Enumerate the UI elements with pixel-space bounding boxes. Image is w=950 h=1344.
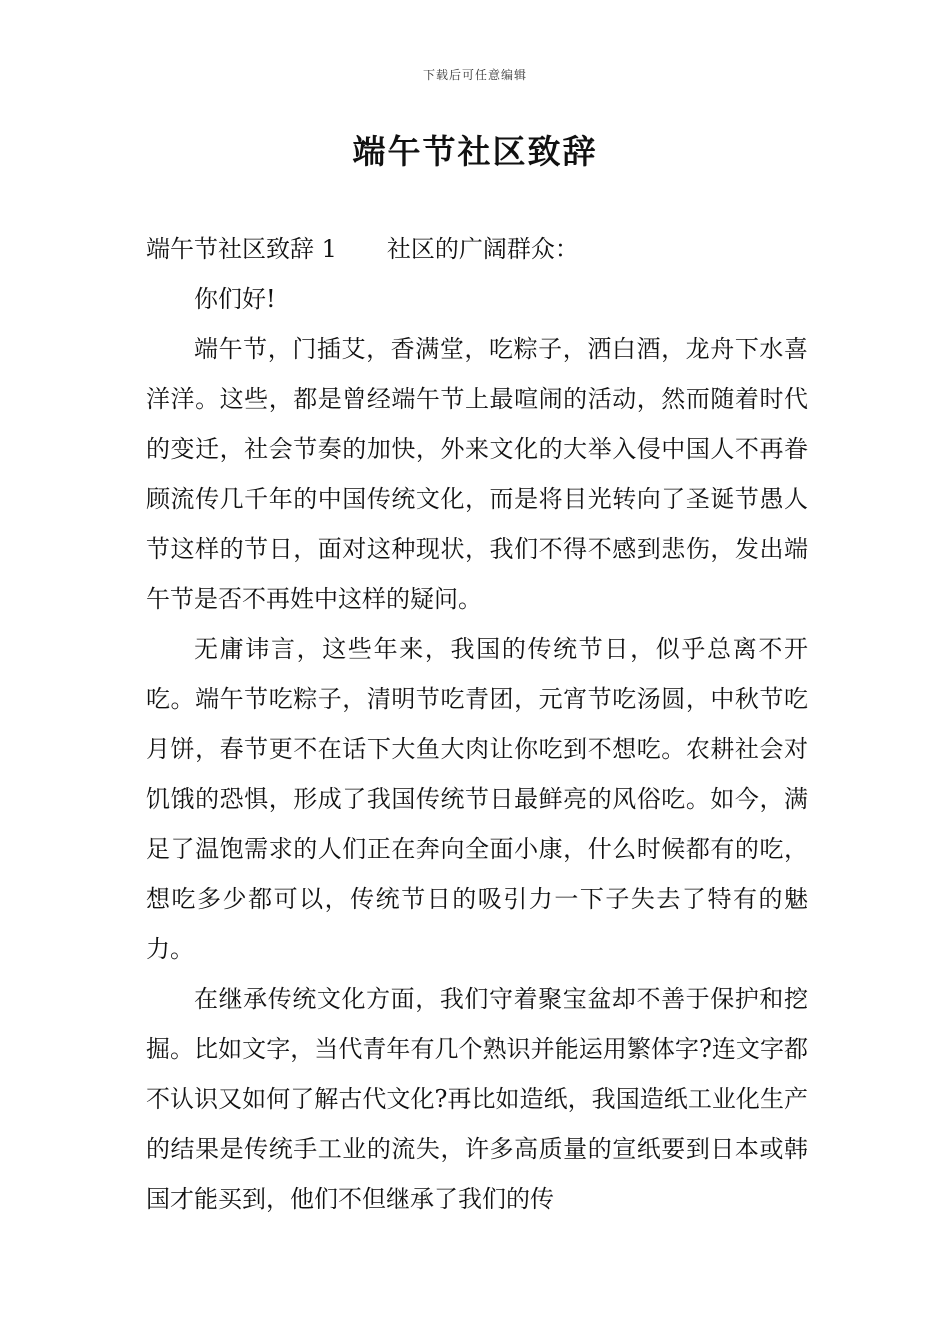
paragraph-2: 无庸讳言，这些年来，我国的传统节日，似乎总离不开吃。端午节吃粽子，清明节吃青团，元宵节吃汤圆，中秋节吃月饼，春节更不在话下大鱼大肉让你吃到不想吃。农耕社会对饥饿的恐惧，形成了我国传统节日最鲜亮的风俗吃。如今，满足了温饱需求的人们正在奔向全面小康，什么时候都有的吃，想吃多少都可以，传统节日的吸引力一下子失去了特有的魅力。 — [146, 635, 808, 963]
document-body — [146, 224, 808, 1224]
paragraph-3: 在继承传统文化方面，我们守着聚宝盆却不善于保护和挖掘。比如文字，当代青年有几个熟识并能运用繁体字?连文字都不认识又如何了解古代文化?再比如造纸，我国造纸工业化生产的结果是传统手工业的流失，许多高质量的宣纸要到日本或韩国才能买到，他们不但继承了我们的传 — [146, 985, 808, 1213]
salutation: 社区的广阔群众： — [386, 235, 579, 263]
document-title: 端午节社区致辞 — [352, 132, 598, 171]
section-heading: 端午节社区致辞 1 — [146, 235, 337, 263]
page-header-note: 下载后可任意编辑 — [422, 68, 527, 82]
opening-line — [146, 224, 808, 274]
paragraph-greeting: 你们好! — [194, 285, 276, 313]
paragraph-1: 端午节，门插艾，香满堂，吃粽子，洒白酒，龙舟下水喜洋洋。这些，都是曾经端午节上最喧闹的活动，然而随着时代的变迁，社会节奏的加快，外来文化的大举入侵中国人不再眷顾流传几千年的中国传统文化，而是将目光转向了圣诞节愚人节这样的节日，面对这种现状，我们不得不感到悲伤，发出端午节是否不再姓中这样的疑问。 — [146, 335, 808, 613]
